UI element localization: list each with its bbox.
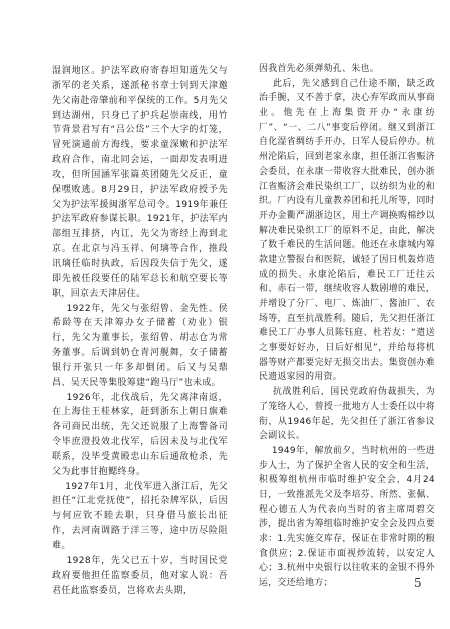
right-text-column: 因我首先必须弹劾孔、朱也。 此后，先父感到自己仕途不顺，缺乏政治手腕，又不善于拿，决心弃军政而从事商业。他先在上海集资开办“永康纺厂”、“一、二八”事变后停闭。继又到浙江自化湿省绸纺手开办，日军人侵后停办。杭州沦陷后，回到老家永康，担任浙江省赈济会委员，在永康一带收容大批难民，创办浙江省赈济会难民染织工厂，以纺织为业的和织。厂内设有儿童教养团和托儿所等，同时开办金衢严湖浙边区，用土产调换购棉纱以解决难民染织工厂的原料不足，由此，解决了数千难民的生活问题。他还在永康城内筹款建立警报台和医院，诚轻了因日机轰炸造成的损失。永康沦陷后，难民工厂迁往云和、赤石一带，继续收容人数剧增的难民，并增设了分厂、电厂、炼油厂、酱油厂、农场等，直至抗战胜利。随后，先父担任浙江难民工厂办事人员陈钰庭、杜若友：“遣送之事要好好办，日后好相见”，并给每将机器等财产都要完好无损交出去。集资创办难民遗返家园的用资。 抗战胜利后，国民党政府伪裁损失，为了笼络人心，曾授一批地方人士委任以中将衔，从1946年起，先父担任了浙江省参议会副议长。 1949年，解放前夕，当时杭州的一些进步人士，为了保护全省人民的安全和生活，积极筹组杭州市临时维护安全会，4月24日，一致推派先父及李培芬、所然、张佩、程心德五人为代表向当时的省主席周碧交涉，提出省为筹组临时维护安全会及四点要求：1.先实施交库存，保证在非常时期的粮食供应；2.保证市面视炒流转，以安定人心；3.杭州中央银行以往收来的金银不得外运，交还给地方；	[259, 64, 435, 589]
left-text-column: 湿润地区。护法军政府寄春坦知道先父与浙军的老关系，遂派秘书章士钊到天津邀先父南赴帝肇前和平保统的工作。5月先父到达湖州，只身已了护兵起崇南线，用竹节背景君写有“吕公岱”三个大字的灯笼，冒死演通前方海线，要求童深嫩和护法军政府合作，南北同会运，一面却发表明进攻，但所国涵军张篇英团随先父反正，童保嘿败逃。8月29日，护法军政府授予先父为护法军援闽浙军总司令。1919年兼任护法军政府参谋长职。1921年，护法军内部组互排挤，内讧，先父为寄经上海到北京。在北京与冯玉祥、何璃等合作，推段讯璃任临时执政，后因段失信于先父，遂即先被任段要任的陆军总长和航空要长等职，回京去天津居住。 1922年，先父与张绍曾、金先性、侯希龄等在天津筹办女子储蓄（劝业）银行，先父为董事长，张绍曾、胡志仓为常务董事。后调到奶仓青河舰舞，女子储蓄银行开张只一年多却倒闭。后又与吴鼎昌、吴天民等集股筹建“跑马厅”也未成。 1926年，北伐战后，先父离津南返，在上海住王桂林家，赶到浙东上朝日旗难各司商民出统，先父还说服了上海警备司令毕庶澄投效北伐军，后因未及与北伐军联系，没毕受黄殿忠山东后通敌枪杀，先父为此事甘抱鳃终身。 1927年1月，北伐军进入浙江后，先父担任“江北党抚使”，招托杂牌军队，后因与何应钦不睦去职，只身借马旅长出征作，去河南调路于洋三等，途中历尽险阻难。 1928年，先父已五十岁，当时国民党政府要他担任监察委员，他对家人说：吾君任此监察委员，岂将欢去头期，	[52, 66, 229, 596]
page-number: 5	[414, 576, 422, 590]
